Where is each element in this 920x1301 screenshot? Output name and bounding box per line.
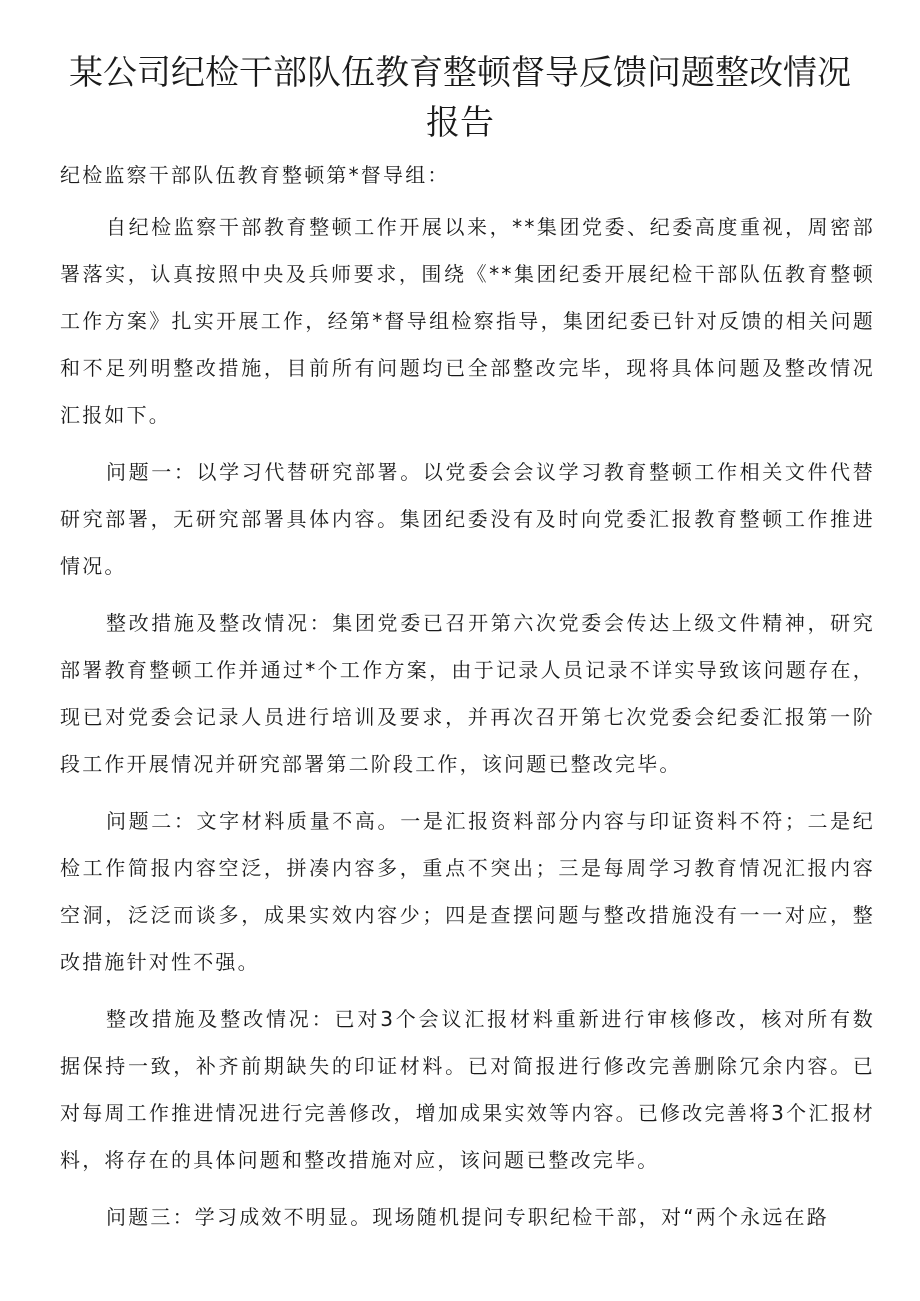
paragraph-issue-three: 问题三：学习成效不明显。现场随机提问专职纪检干部，对“两个永远在路 <box>106 1205 829 1229</box>
paragraph-issue-two: 问题二：文字材料质量不高。一是汇报资料部分内容与印证资料不符；二是纪检工作简报内容空泛，拼凑内容多，重点不突出；三是每周学习教育情况汇报内容空洞，泛泛而谈多，成果实效内容少；四是查摆问题与整改措施没有一一对应，整改措施针对性不强。 <box>60 809 875 974</box>
document-title: 某公司纪检干部队伍教育整顿督导反馈问题整改情况报告 <box>69 53 851 143</box>
paragraph-rectification-one: 整改措施及整改情况：集团党委已召开第六次党委会传达上级文件精神，研究部署教育整顿工作并通过*个工作方案，由于记录人员记录不详实导致该问题存在，现已对党委会记录人员进行培训及要求，并再次召开第七次党委会纪委汇报第一阶段工作开展情况并研究部署第二阶段工作，该问题已整改完毕。 <box>60 611 875 776</box>
document-body <box>60 152 875 1251</box>
salutation: 纪检监察干部队伍教育整顿第*督导组： <box>60 163 450 187</box>
paragraph-issue-one: 问题一：以学习代替研究部署。以党委会会议学习教育整顿工作相关文件代替研究部署，无研究部署具体内容。集团纪委没有及时向党委汇报教育整顿工作推进情况。 <box>60 460 875 578</box>
paragraph-rectification-two: 整改措施及整改情况：已对3个会议汇报材料重新进行审核修改，核对所有数据保持一致，补齐前期缺失的印证材料。已对简报进行修改完善删除冗余内容。已对每周工作推进情况进行完善修改，增加成果实效等内容。已修改完善将3个汇报材料，将存在的具体问题和整改措施对应，该问题已整改完毕。 <box>60 1007 875 1172</box>
paragraph-intro: 自纪检监察干部教育整顿工作开展以来，**集团党委、纪委高度重视，周密部署落实，认真按照中央及兵师要求，围绕《**集团纪委开展纪检干部队伍教育整顿工作方案》扎实开展工作，经第*督导组检察指导，集团纪委已针对反馈的相关问题和不足列明整改措施，目前所有问题均已全部整改完毕，现将具体问题及整改情况汇报如下。 <box>60 215 875 427</box>
